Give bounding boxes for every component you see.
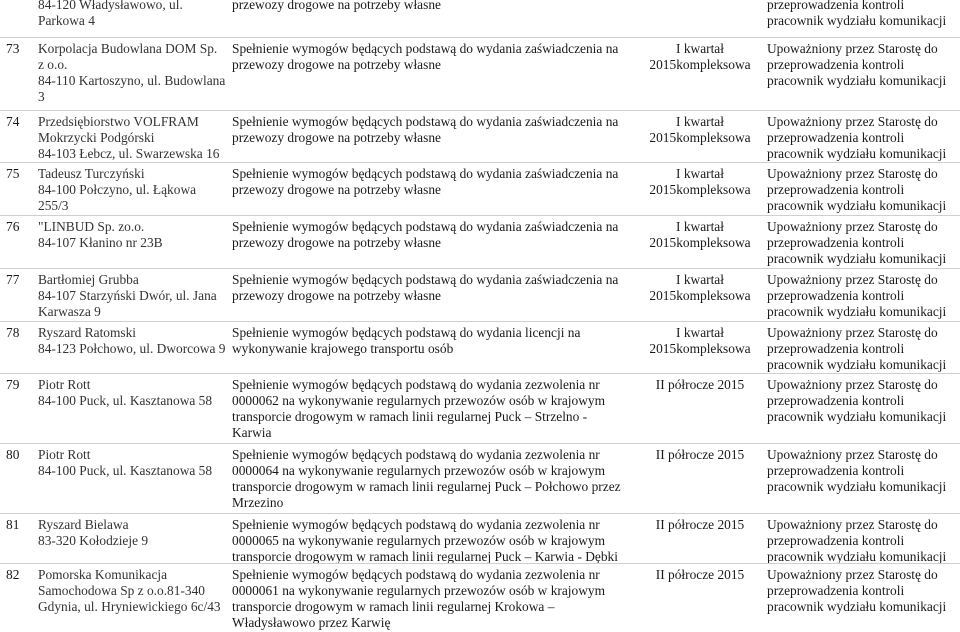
inspector-line: Upoważniony przez Starostę do [767, 517, 938, 532]
inspector [767, 166, 957, 214]
inspection-date-line: II półrocze 2015 [655, 567, 745, 582]
entity-name-line: 84-110 Kartoszyno, ul. Budowlana [38, 73, 226, 88]
table-row [0, 215, 960, 269]
inspection-scope-line: przewozy drogowe na potrzeby własne [232, 0, 441, 12]
row-number [6, 0, 32, 13]
inspection-date-type [641, 41, 759, 73]
entity-name-line: Samochodowa Sp z o.o.81-340 [38, 583, 205, 598]
table-row [0, 513, 960, 564]
entity-name-line: Korpolacja Budowlana DOM Sp. [38, 41, 218, 56]
inspection-date-line: kompleksowa [676, 57, 751, 72]
inspector-line: przeprowadzenia kontroli [767, 182, 905, 197]
inspector-line: Upoważniony przez Starostę do [767, 219, 938, 234]
inspection-scope [232, 377, 632, 441]
inspection-scope-line: 0000062 na wykonywanie regularnych przewozów osób w krajowym [232, 393, 605, 408]
inspection-date-type [641, 272, 759, 304]
inspection-scope-line: Władysławowo przez Karwię [232, 615, 391, 630]
inspector-line: pracownik wydziału komunikacji [767, 599, 947, 614]
entity-name-address [38, 447, 228, 479]
inspection-date-type [641, 325, 759, 357]
inspection-date-line: kompleksowa [676, 182, 751, 197]
inspection-date-type [641, 517, 759, 533]
entity-name-address [38, 0, 228, 29]
inspection-date-type [641, 567, 759, 583]
entity-name-address [38, 114, 228, 162]
inspection-scope-line: 0000061 na wykonywanie regularnych przewozów osób w krajowym [232, 583, 605, 598]
row-number: 81 [6, 517, 20, 532]
inspector-line: przeprowadzenia kontroli [767, 288, 905, 303]
entity-name-line: z o.o. [38, 57, 68, 72]
entity-name-line: 84-103 Łebcz, ul. Swarzewska 16 [38, 146, 220, 161]
inspector-line: pracownik wydziału komunikacji [767, 304, 947, 319]
entity-name-line: Parkowa 4 [38, 13, 95, 28]
inspection-scope-line: przewozy drogowe na potrzeby własne [232, 57, 441, 72]
inspector-line: przeprowadzenia kontroli [767, 57, 905, 72]
inspection-scope-line: przewozy drogowe na potrzeby własne [232, 182, 441, 197]
inspection-scope [232, 219, 632, 251]
table-row [0, 162, 960, 216]
table-row [0, 443, 960, 514]
entity-name-address [38, 567, 228, 615]
inspection-date-line: kompleksowa [676, 341, 751, 356]
inspection-date-type [641, 219, 759, 251]
entity-name-line: Piotr Rott [38, 377, 91, 392]
inspector-line: Upoważniony przez Starostę do [767, 114, 938, 129]
row-number: 77 [6, 272, 20, 287]
inspection-scope-line: Spełnienie wymogów będących podstawą do wydania zezwolenia nr [232, 567, 600, 582]
inspector-line: przeprowadzenia kontroli [767, 235, 905, 250]
inspection-scope-line: Spełnienie wymogów będących podstawą do wydania zezwolenia nr [232, 377, 600, 392]
inspector-line: przeprowadzenia kontroli [767, 393, 905, 408]
inspection-scope-line: Spełnienie wymogów będących podstawą do wydania zaświadczenia na [232, 272, 619, 287]
entity-name-line: Ryszard Bielawa [38, 517, 129, 532]
inspection-scope-line: transporcie drogowym w ramach linii regularnej Puck – Strzelno - [232, 409, 588, 424]
inspection-scope [232, 272, 632, 304]
inspector-line: przeprowadzenia kontroli [767, 583, 905, 598]
inspector-line: pracownik wydziału komunikacji [767, 251, 947, 266]
entity-name-address [38, 166, 228, 214]
entity-name-line: Karwasza 9 [38, 304, 101, 319]
inspector-line: przeprowadzenia kontroli [767, 533, 905, 548]
inspection-date-line: I kwartał 2015 [649, 114, 724, 145]
entity-name-line: Ryszard Ratomski [38, 325, 137, 340]
table-row [0, 268, 960, 322]
inspector [767, 517, 957, 565]
inspection-scope-line: przewozy drogowe na potrzeby własne [232, 235, 441, 250]
inspector-line: Upoważniony przez Starostę do [767, 325, 938, 340]
entity-name-line: Piotr Rott [38, 447, 91, 462]
inspection-scope-line: wykonywanie krajowego transportu osób [232, 341, 454, 356]
entity-name-line: 84-100 Puck, ul. Kasztanowa 58 [38, 393, 213, 408]
table-row [0, 110, 960, 163]
entity-name-address [38, 325, 228, 357]
inspector [767, 567, 957, 615]
inspection-date-line: I kwartał 2015 [649, 219, 724, 250]
inspection-scope [232, 517, 632, 565]
row-number: 80 [6, 447, 20, 462]
inspection-date-line: I kwartał 2015 [649, 325, 724, 356]
entity-name-line: 84-120 Władysławowo, ul. [38, 0, 183, 12]
inspector-line: Upoważniony przez Starostę do [767, 166, 938, 181]
row-number: 74 [6, 114, 20, 129]
inspection-date-line: I kwartał 2015 [649, 272, 724, 303]
table-row [0, 0, 960, 37]
inspector-line: przeprowadzenia kontroli [767, 130, 905, 145]
entity-name-line: "LINBUD Sp. zo.o. [38, 219, 145, 234]
inspection-scope [232, 567, 632, 631]
entity-name-line: 84-100 Puck, ul. Kasztanowa 58 [38, 463, 213, 478]
entity-name-line: 83-320 Kołodzieje 9 [38, 533, 149, 548]
entity-name-line: Gdynia, ul. Hryniewickiego 6c/43 [38, 599, 221, 614]
inspector-line: Upoważniony przez Starostę do [767, 377, 938, 392]
inspection-scope-line: przewozy drogowe na potrzeby własne [232, 288, 441, 303]
inspection-date-type [641, 166, 759, 198]
entity-name-line: 84-107 Kłanino nr 23B [38, 235, 163, 250]
inspection-scope-line: 0000064 na wykonywanie regularnych przewozów osób w krajowym [232, 463, 605, 478]
inspection-scope [232, 0, 632, 13]
inspection-date-line: kompleksowa [676, 288, 751, 303]
inspection-scope [232, 325, 632, 357]
inspection-date-line: I kwartał 2015 [649, 166, 724, 197]
inspector-line: przeprowadzenia kontroli [767, 463, 905, 478]
entity-name-address [38, 272, 228, 320]
table-row [0, 373, 960, 444]
inspection-scope [232, 41, 632, 73]
inspection-date-line: II półrocze 2015 [655, 517, 745, 532]
inspection-date-line: II półrocze 2015 [655, 447, 745, 462]
row-number: 82 [6, 567, 20, 582]
inspection-scope [232, 447, 632, 511]
entity-name-line: 84-100 Połczyno, ul. Łąkowa [38, 182, 197, 197]
entity-name-line: Przedsiębiorstwo VOLFRAM [38, 114, 199, 129]
table-row [0, 321, 960, 374]
entity-name-line: Tadeusz Turczyński [38, 166, 145, 181]
inspection-scope-line: Karwia [232, 425, 272, 440]
entity-name-line: 255/3 [38, 198, 69, 213]
inspection-scope-line: Spełnienie wymogów będących podstawą do wydania licencji na [232, 325, 581, 340]
entity-name-line: 84-123 Połchowo, ul. Dworcowa 9 [38, 341, 226, 356]
inspection-scope [232, 114, 632, 146]
inspection-date-line: I kwartał 2015 [649, 41, 724, 72]
inspector-line: pracownik wydziału komunikacji [767, 73, 947, 88]
inspector [767, 325, 957, 373]
inspection-scope-line: Spełnienie wymogów będących podstawą do wydania zaświadczenia na [232, 166, 619, 181]
row-number: 75 [6, 166, 20, 181]
inspection-date-line: II półrocze 2015 [655, 377, 745, 392]
inspection-date-line: kompleksowa [676, 130, 751, 145]
inspector-line: pracownik wydziału komunikacji [767, 357, 947, 372]
table-row [0, 37, 960, 111]
inspector [767, 377, 957, 425]
inspector [767, 114, 957, 162]
inspection-scope-line: Spełnienie wymogów będących podstawą do wydania zezwolenia nr [232, 517, 600, 532]
inspection-scope-line: Spełnienie wymogów będących podstawą do wydania zezwolenia nr [232, 447, 600, 462]
inspection-scope-line: Spełnienie wymogów będących podstawą do wydania zaświadczenia na [232, 41, 619, 56]
entity-name-address [38, 41, 228, 105]
row-number: 76 [6, 219, 20, 234]
inspector-line: pracownik wydziału komunikacji [767, 13, 947, 28]
inspector-line: Upoważniony przez Starostę do [767, 567, 938, 582]
inspector-line: Upoważniony przez Starostę do [767, 272, 938, 287]
inspector [767, 41, 957, 89]
inspector-line: pracownik wydziału komunikacji [767, 479, 947, 494]
inspector-line: pracownik wydziału komunikacji [767, 198, 947, 213]
inspector-line: pracownik wydziału komunikacji [767, 549, 947, 564]
inspection-scope-line: Spełnienie wymogów będących podstawą do wydania zaświadczenia na [232, 219, 619, 234]
entity-name-line: Pomorska Komunikacja [38, 567, 168, 582]
inspector-line: przeprowadzenia kontroli [767, 0, 905, 12]
inspection-scope-line: transporcie drogowym w ramach linii regularnej Krokowa – [232, 599, 555, 614]
inspection-scope-line: transporcie drogowym w ramach linii regularnej Puck – Połchowo przez [232, 479, 621, 494]
inspector-line: pracownik wydziału komunikacji [767, 409, 947, 424]
inspection-scope-line: Mrzezino [232, 495, 284, 510]
entity-name-line: Bartłomiej Grubba [38, 272, 139, 287]
inspector-line: Upoważniony przez Starostę do [767, 447, 938, 462]
inspection-date-type [641, 447, 759, 463]
inspection-scope-line: przewozy drogowe na potrzeby własne [232, 130, 441, 145]
entity-name-address [38, 219, 228, 251]
entity-name-line: 84-107 Starzyński Dwór, ul. Jana [38, 288, 217, 303]
row-number: 73 [6, 41, 20, 56]
inspection-date-type [641, 377, 759, 393]
inspector [767, 447, 957, 495]
row-number: 78 [6, 325, 20, 340]
inspector [767, 272, 957, 320]
entity-name-address [38, 517, 228, 549]
inspection-scope-line: 0000065 na wykonywanie regularnych przewozów osób w krajowym [232, 533, 605, 548]
inspector-line: Upoważniony przez Starostę do [767, 41, 938, 56]
inspection-date-type [641, 114, 759, 146]
inspection-date-line: kompleksowa [676, 235, 751, 250]
entity-name-line: Mokrzycki Podgórski [38, 130, 155, 145]
inspector-line: przeprowadzenia kontroli [767, 341, 905, 356]
entity-name-address [38, 377, 228, 409]
inspector [767, 0, 957, 29]
entity-name-line: 3 [38, 89, 45, 104]
table-row [0, 563, 960, 632]
inspector [767, 219, 957, 267]
row-number: 79 [6, 377, 20, 392]
inspection-scope [232, 166, 632, 198]
inspector-line: pracownik wydziału komunikacji [767, 146, 947, 161]
inspection-scope-line: transporcie drogowym w ramach linii regularnej Puck – Karwia - Dębki [232, 549, 618, 564]
inspection-scope-line: Spełnienie wymogów będących podstawą do wydania zaświadczenia na [232, 114, 619, 129]
